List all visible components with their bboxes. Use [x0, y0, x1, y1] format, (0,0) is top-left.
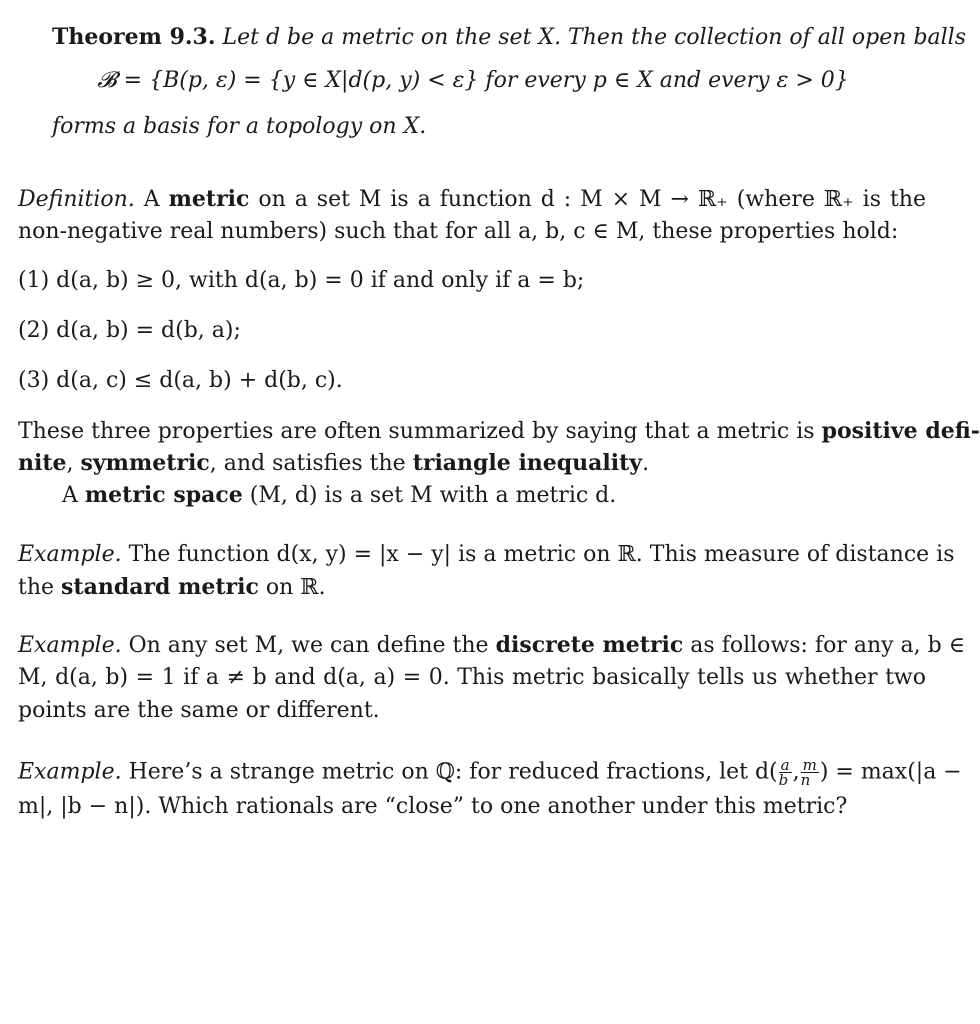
- property-number: (1): [18, 268, 50, 293]
- property-number: (3): [18, 368, 50, 393]
- theorem-statement: Let d be a metric on the set X. Then the collection of all open balls: [222, 25, 966, 50]
- definition-line-2: non-negative real numbers) such that for all a, b, c ∈ M, these properties hold:: [18, 219, 899, 244]
- definition-text: on a set M is a function d : M × M → ℝ₊ (where ℝ₊ is the: [258, 187, 926, 212]
- property-text: d(a, c) ≤ d(a, b) + d(b, c).: [56, 368, 343, 393]
- example-label: Example.: [18, 759, 122, 785]
- term-symmetric: symmetric: [80, 450, 210, 476]
- example-2-line-1: [18, 632, 965, 658]
- term-positive-definite: positive defi-: [821, 418, 980, 444]
- example-3-block: [18, 756, 962, 838]
- example-1-text: The function d(x, y) = |x − y| is a metric on ℝ. This measure of distance is: [128, 542, 955, 567]
- summary-line-1: [18, 418, 980, 444]
- property-3: [18, 368, 926, 393]
- fraction-m-over-n: [801, 758, 819, 787]
- theorem-conclusion: forms a basis for a topology on X.: [52, 114, 427, 139]
- example-3-line-1: [18, 756, 962, 789]
- fraction-numerator: m: [802, 756, 817, 774]
- example-2-line-2: M, d(a, b) = 1 if a ≠ b and d(a, a) = 0. This metric basically tells us whether two: [18, 665, 926, 690]
- property-1: [18, 268, 926, 293]
- theorem-formula: 𝓑 = {B(p, ε) = {y ∈ X|d(p, y) < ε} for every p ∈ X and every ε > 0}: [97, 68, 849, 93]
- property-2: [18, 318, 926, 343]
- summary-line-2: [18, 450, 926, 476]
- example-2-block: [18, 632, 965, 732]
- example-label: Example.: [18, 633, 122, 658]
- theorem-line-3: [52, 114, 894, 139]
- fraction-a-over-b: [779, 758, 792, 787]
- example-label: Example.: [18, 542, 122, 567]
- example-1-line-2: [18, 574, 926, 600]
- summary-end: .: [642, 451, 650, 476]
- property-text: d(a, b) ≥ 0, with d(a, b) = 0 if and only if a = b;: [56, 268, 585, 293]
- fraction-denominator: n: [800, 771, 811, 789]
- metric-space-text: (M, d) is a set M with a metric d.: [249, 483, 617, 508]
- example-3-text: ) = max(|a −: [819, 759, 962, 785]
- property-text: d(a, b) = d(b, a);: [56, 318, 241, 343]
- summary-text: , and satisfies the: [209, 451, 406, 476]
- metric-space-line: [62, 482, 926, 508]
- summary-sep: ,: [66, 451, 74, 476]
- term-metric-space: metric space: [84, 482, 243, 508]
- term-standard-metric: standard metric: [61, 574, 259, 600]
- fraction-denominator: b: [778, 771, 789, 789]
- summary-text: These three properties are often summarized by saying that a metric is: [18, 419, 815, 444]
- fraction-comma: ,: [792, 759, 800, 785]
- example-1-text: on ℝ.: [265, 575, 326, 600]
- example-1-text: the: [18, 575, 55, 600]
- theorem-block: [52, 24, 966, 144]
- example-3-text: Here’s a strange metric on ℚ: for reduced fractions, let d(: [128, 759, 778, 785]
- metric-space-text: A: [62, 483, 78, 508]
- theorem-label: Theorem 9.3.: [52, 24, 216, 50]
- term-metric: metric: [168, 186, 250, 212]
- example-1-line-1: [18, 542, 955, 567]
- definition-text: A: [143, 187, 160, 212]
- definition-line-1: [18, 186, 926, 212]
- fraction-numerator: a: [780, 756, 790, 774]
- example-2-line-3: points are the same or different.: [18, 698, 380, 723]
- definition-block: [18, 186, 980, 508]
- example-2-text: as follows: for any a, b ∈: [690, 633, 965, 658]
- definition-label: Definition.: [18, 187, 135, 212]
- term-discrete-metric: discrete metric: [495, 632, 684, 658]
- example-2-text: On any set M, we can define the: [128, 633, 489, 658]
- example-3-line-2: m|, |b − n|). Which rationals are “close” to one another under this metric?: [18, 794, 848, 819]
- theorem-line-1: [52, 24, 966, 50]
- term-positive-definite-cont: nite: [18, 450, 67, 476]
- property-number: (2): [18, 318, 50, 343]
- term-triangle-inequality: triangle inequality: [412, 450, 643, 476]
- example-1-block: [18, 542, 955, 612]
